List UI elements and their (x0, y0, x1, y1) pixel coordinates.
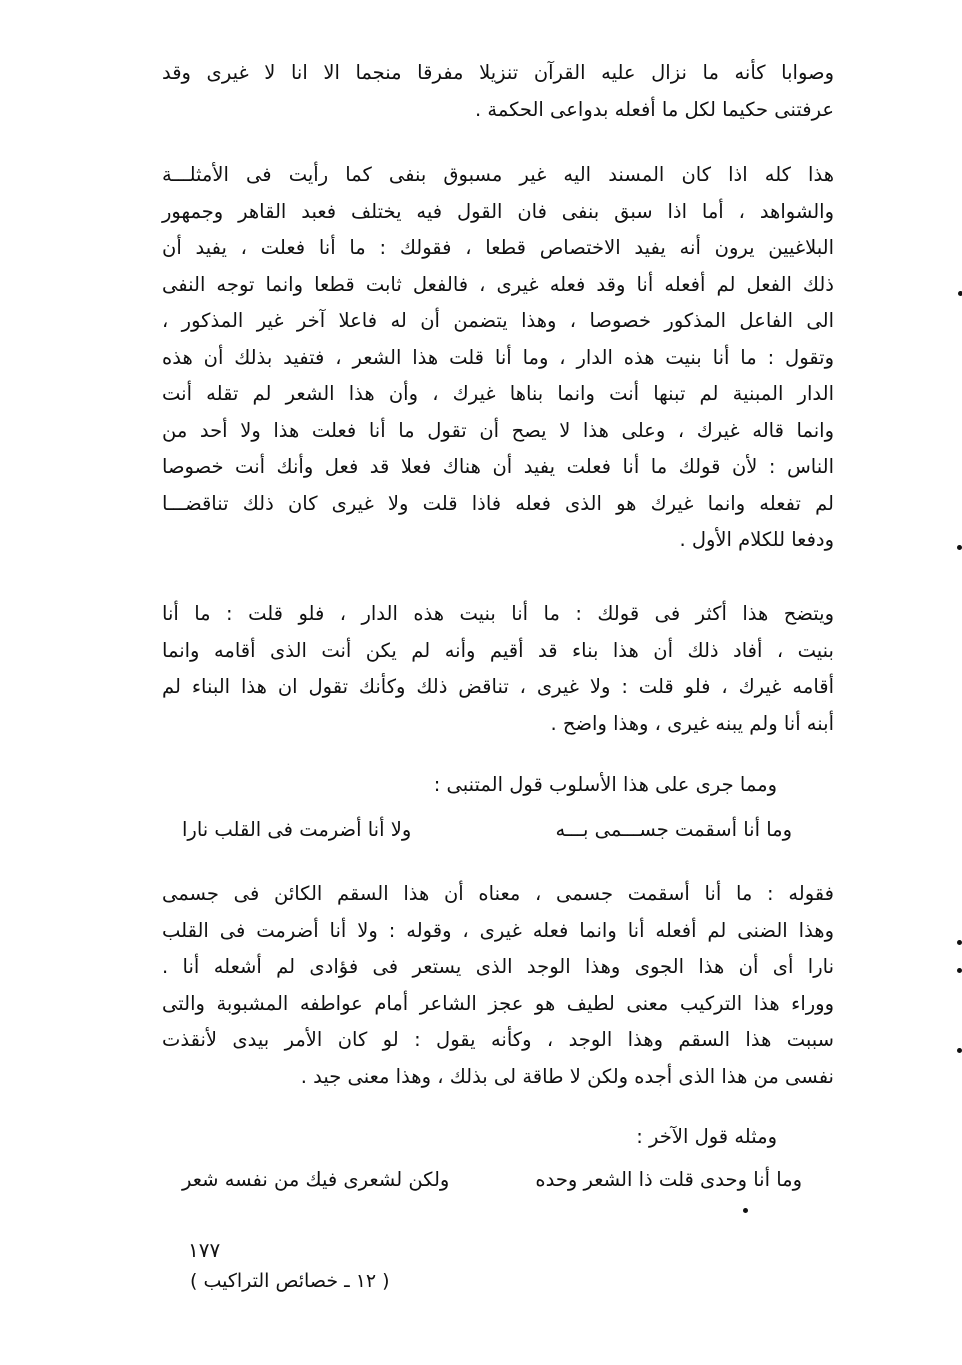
verse-2-second-hemistich: ولكن لشعرى فيك من نفسه شعر (182, 1168, 450, 1191)
verse-intro-2: ومثله قول الآخر : (636, 1125, 777, 1148)
scan-speck (957, 968, 962, 973)
text-line: هذا كله اذا كان المسند اليه غير مسبوق بنفى كما رأيت فى الأمثلـــة (162, 163, 834, 186)
text-line: وصوابا كأنه ما نزال عليه القرآن تنزيلا مفرقا منجما الا انا لا غيرى وقد (162, 61, 834, 84)
paragraph-3 (162, 596, 834, 742)
text-line: وانما قاله غيرك ، وعلى هذا لا يصح أن تقول ما أنا فعلت هذا ولا أحد من (162, 418, 834, 442)
scan-speck (958, 291, 962, 296)
page-number: ١٧٧ (188, 1238, 221, 1262)
paragraph-4 (162, 876, 834, 1095)
verse-1-first-hemistich: وما أنا أسقمت جســـمى بـــه (555, 818, 792, 841)
text-line: لم تفعله وانما غيرك هو الذى فعله فاذا قلت ولا غيرى كان ذلك تناقضـــا (162, 491, 834, 515)
signature-line: ( ١٢ ـ خصائص التراكيب ) (190, 1270, 390, 1292)
text-line: ذلك الفعل لم أفعله أنا وقد فعله غيرى ، فالفعل ثابت قطعا وانما توجه النفى (162, 272, 834, 296)
text-line: ويتضح هذا أكثر فى قولك : ما أنا بنيت هذه الدار ، فلو قلت : ما أنا (162, 602, 834, 625)
text-line: الى الفاعل المذكور خصوصا ، وهذا يتضمن أن له فاعلا آخر غير المذكور ، (162, 309, 834, 332)
text-line: ودفعا للكلام الأول . (679, 528, 834, 551)
text-line: أقامه غيرك ، فلو قلت : ولا غيرى ، تناقض ذلك وكأنك تقول ان هذا البناء لم (162, 675, 834, 698)
paragraph-1 (162, 55, 834, 128)
text-line: نفسى من هذا الذى أجده ولكن لا طاقة لى بذلك ، وهذا معنى جيد . (300, 1064, 834, 1088)
scan-speck (957, 1048, 962, 1053)
text-line: والشواهد ، أما اذا سبق بنفى فان القول فيه يختلف فعبد القاهر وجمهور (162, 199, 834, 223)
text-line: الناس : لأن قولك ما أنا فعلت يفيد أن هناك فعلا قد فعل وأنك أنت خصوصا (162, 455, 834, 478)
text-line: وتقول : ما أنا بنيت هذه الدار ، وما أنا قلت هذا الشعر ، فتفيد بذلك أن هذه (162, 345, 834, 369)
text-line: سببت هذا السقم وهذا الوجد ، وكأنه يقول : لو كان الأمر بيدى لأنقذت (162, 1028, 834, 1051)
scan-speck (743, 1208, 748, 1213)
text-line: ووراء هذا التركيب معنى لطيف هو عجز الشاعر أمام عواطفه المشبوبة والتى (162, 991, 834, 1015)
text-line: نارا أى أن هذا الجوى وهذا الوجد الذى يستعر فى فؤادى لم أشعله أنا . (162, 955, 834, 978)
text-line: الدار المبنية لم تبنها أنت وانما بناها غيرك ، وأن هذا الشعر لم تقله أنت (162, 382, 834, 405)
text-line: عرفتنى حكيما لكل ما أفعله بدواعى الحكمة . (475, 97, 834, 121)
text-line: فقوله : ما أنا أسقمت جسمى ، معناه أن هذا السقم الكائن فى جسمى (162, 882, 834, 905)
text-line: البلاغيين يرون أنه يفيد الاختصاص قطعا ، فقولك : ما أنا فعلت ، يفيد أن (162, 236, 834, 259)
verse-2 (152, 1168, 802, 1198)
scan-speck (957, 940, 962, 945)
verse-2-first-hemistich: وما أنا وحدى قلت ذا الشعر وحده (535, 1168, 802, 1191)
verse-intro-1: ومما جرى على هذا الأسلوب قول المتنبى : (433, 773, 777, 796)
text-line: أبنه أنا ولم يبنه غيرى ، وهذا واضح . (550, 711, 834, 735)
verse-1 (152, 818, 792, 848)
text-line: وهذا الضنى لم أفعله أنا وانما فعله غيرى ، وقوله : ولا أنا أضرمت فى القلب (162, 918, 834, 942)
paragraph-2 (162, 157, 834, 559)
text-line: بنيت ، أفاد ذلك أن هذا بناء قد أقيم وأنه لم يكن أنت الذى أقامه وانما (162, 638, 834, 662)
scan-speck (957, 545, 962, 550)
verse-1-second-hemistich: ولا أنا أضرمت فى القلب نارا (182, 818, 412, 841)
